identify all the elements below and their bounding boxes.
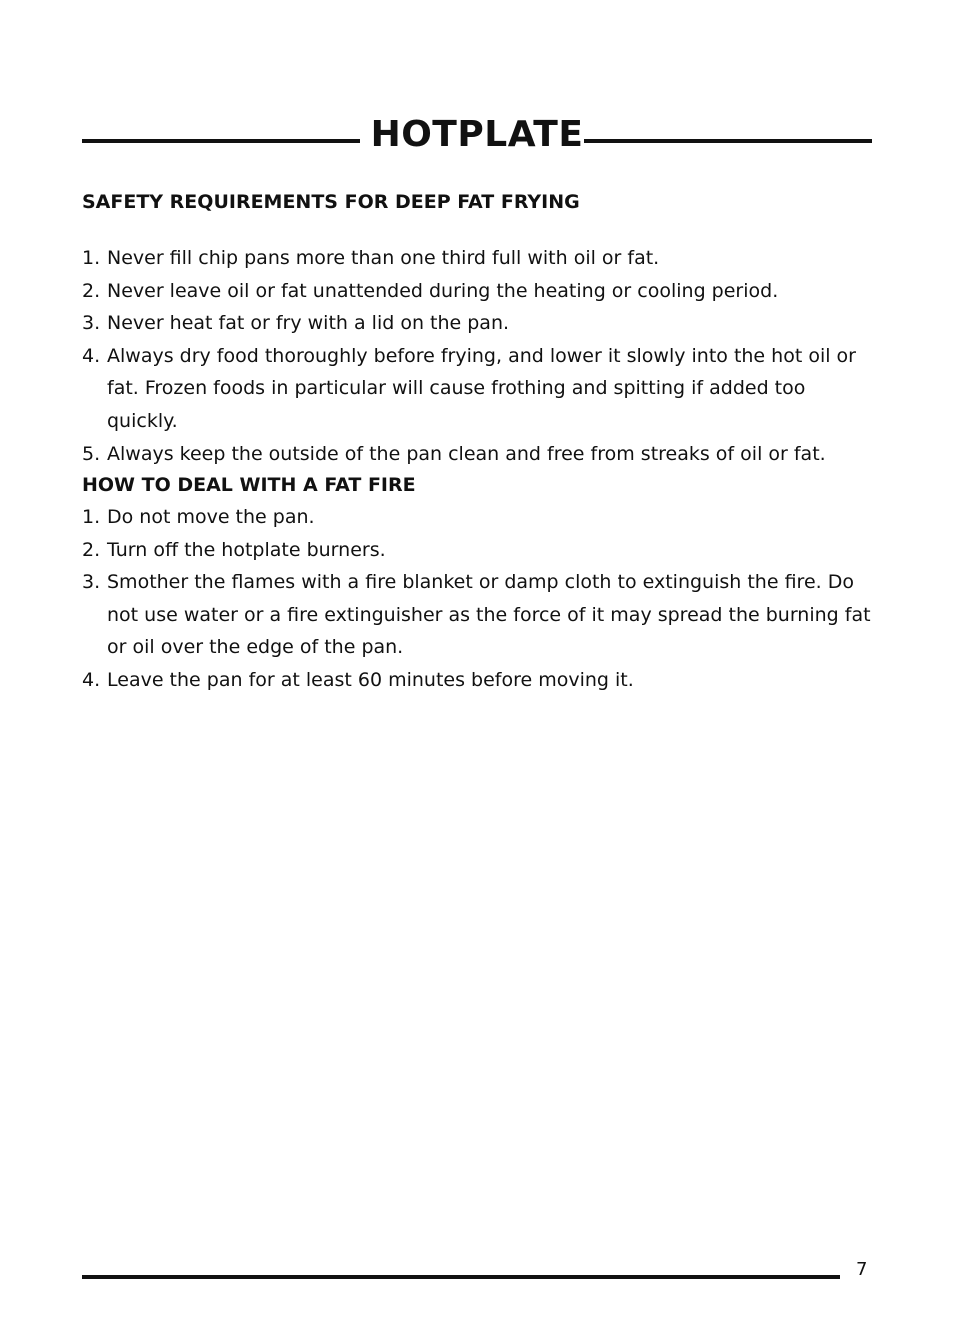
list-text: Never fill chip pans more than one third full with oil or fat. [107, 247, 660, 269]
list-number: 4. [82, 668, 101, 691]
page-header [82, 112, 872, 172]
list-number: 1. [82, 506, 101, 528]
list-text: Leave the pan for at least 60 minutes before moving it. [107, 668, 634, 691]
list-text: Smother the flames with a fire blanket or damp cloth to extinguish the fire. Do not use water or a fire extinguisher as the force of it may spread the burning fat or oil over the edge of the pan. [107, 571, 871, 659]
list-item [82, 340, 872, 438]
list-item [82, 307, 872, 340]
page-title: HOTPLATE [370, 114, 584, 155]
list-item [82, 566, 872, 664]
section-heading: SAFETY REQUIREMENTS FOR DEEP FAT FRYING [82, 191, 580, 213]
page-number: 7 [856, 1259, 868, 1280]
list-text: Never heat fat or fry with a lid on the pan. [107, 312, 510, 335]
list-text: Turn off the hotplate burners. [107, 538, 386, 561]
list-number: 2. [82, 538, 101, 561]
section-heading: HOW TO DEAL WITH A FAT FIRE [82, 474, 416, 496]
list-item [82, 242, 872, 275]
list-item [82, 664, 872, 697]
header-rule-right [584, 139, 872, 143]
list-item [82, 534, 872, 567]
footer-rule [82, 1275, 840, 1279]
list-number: 2. [82, 279, 101, 302]
safety-list [82, 242, 872, 470]
section-deep-fat-frying [82, 190, 872, 470]
list-item [82, 275, 872, 308]
list-text: Never leave oil or fat unattended during the heating or cooling period. [107, 279, 779, 302]
list-number: 3. [82, 571, 101, 594]
list-item [82, 501, 872, 534]
list-item [82, 438, 872, 471]
list-text: Always keep the outside of the pan clean and free from streaks of oil or fat. [107, 442, 826, 465]
list-number: 1. [82, 247, 101, 269]
fat-fire-list [82, 501, 872, 697]
list-text: Do not move the pan. [107, 506, 315, 528]
list-number: 3. [82, 312, 101, 335]
list-number: 5. [82, 442, 101, 465]
section-fat-fire [82, 473, 872, 697]
list-text: Always dry food thoroughly before frying, and lower it slowly into the hot oil or fat. Frozen foods in particular will cause frothing and spitting if added too quickly. [107, 344, 856, 432]
list-number: 4. [82, 344, 101, 367]
